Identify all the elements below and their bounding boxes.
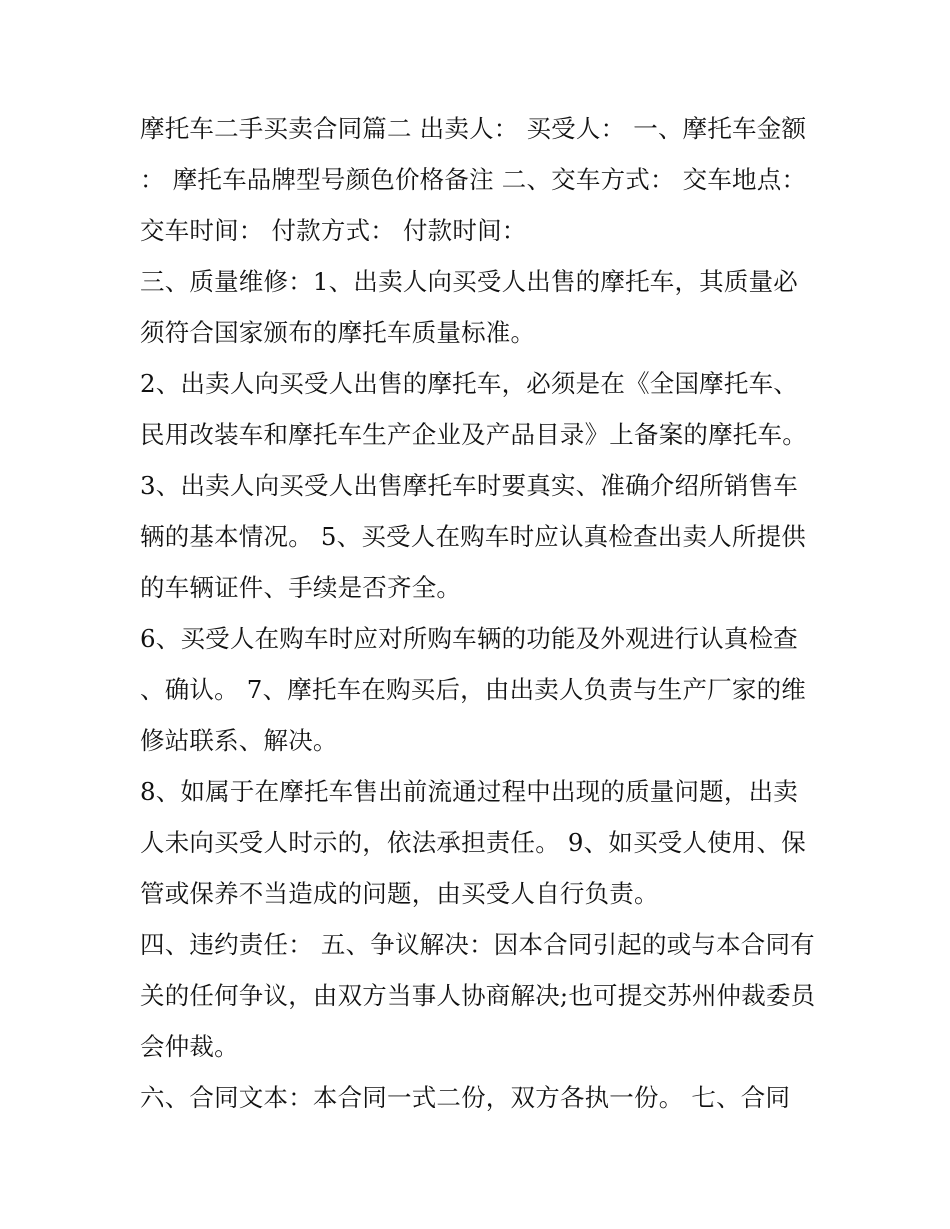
paragraph-contract-text: 六、合同文本：本合同一式二份，双方各执一份。 七、合同 (140, 1083, 791, 1112)
paragraph-clause-8-9: 8、如属于在摩托车售出前流通过程中出现的质量问题，出卖人未向买受人时示的，依法承担责任。 9、如买受人使用、保管或保养不当造成的问题，由买受人自行负责。 (140, 777, 806, 908)
paragraph-clause-2: 2、出卖人向买受人出售的摩托车，必须是在《全国摩托车、民用改装车和摩托车生产企业及产品目录》上备案的摩托车。 (140, 369, 807, 449)
document-body (140, 103, 820, 1123)
paragraph-quality-repair: 三、质量维修：1、出卖人向买受人出售的摩托车，其质量必须符合国家颁布的摩托车质量标准。 (140, 267, 798, 347)
paragraph-breach-dispute: 四、违约责任： 五、争议解决：因本合同引起的或与本合同有关的任何争议，由双方当事人协商解决;也可提交苏州仲裁委员会仲裁。 (140, 930, 816, 1061)
paragraph-intro: 摩托车二手买卖合同篇二 出卖人： 买受人： 一、摩托车金额： 摩托车品牌型号颜色价格备注 二、交车方式： 交车地点： 交车时间： 付款方式： 付款时间： (140, 114, 807, 245)
paragraph-clause-6-7: 6、买受人在购车时应对所购车辆的功能及外观进行认真检查、确认。 7、摩托车在购买后，由出卖人负责与生产厂家的维修站联系、解决。 (140, 624, 806, 755)
paragraph-clause-3-5: 3、出卖人向买受人出售摩托车时要真实、准确介绍所销售车辆的基本情况。 5、买受人在购车时应认真检查出卖人所提供的车辆证件、手续是否齐全。 (140, 471, 806, 602)
